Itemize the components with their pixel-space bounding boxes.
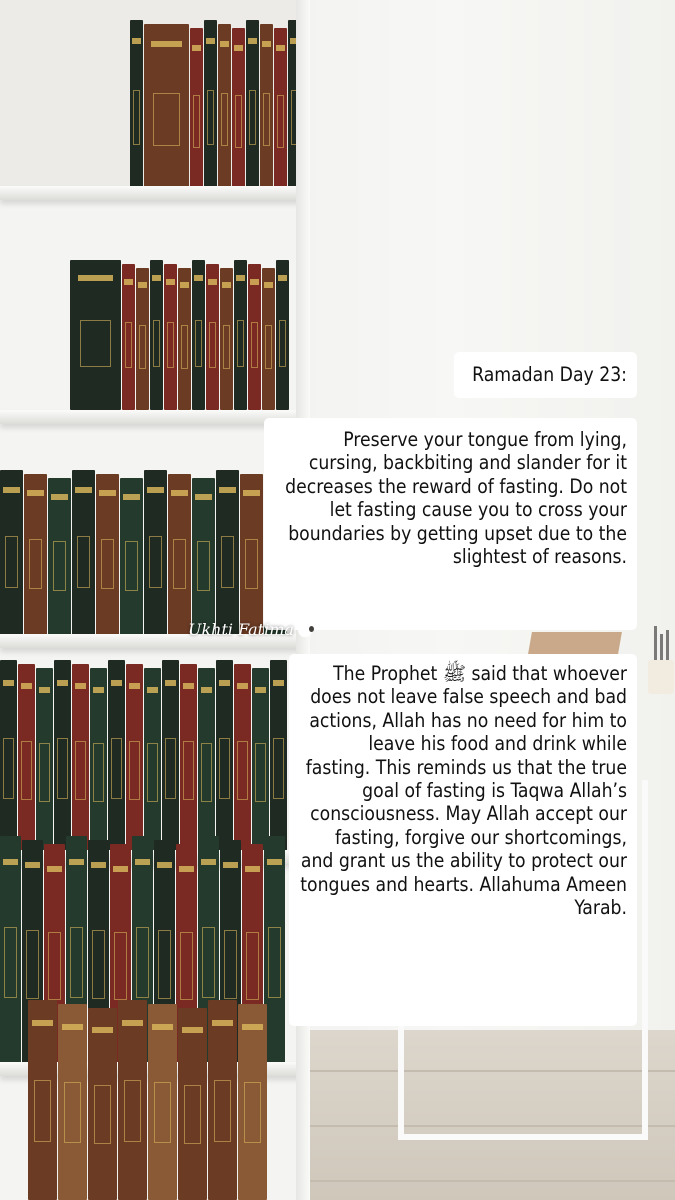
- book-spine: [118, 1000, 147, 1200]
- pen-holder: [652, 624, 672, 664]
- book-spine: [162, 660, 179, 856]
- book-spine: [192, 478, 215, 636]
- book-spine: [190, 28, 203, 196]
- book-spine: [70, 260, 121, 410]
- book-spine: [180, 664, 197, 856]
- book-spine: [198, 668, 215, 856]
- book-spine: [130, 20, 143, 196]
- book-spine: [178, 1008, 207, 1200]
- book-spine: [262, 268, 275, 410]
- story-paragraph-1: Preserve your tongue from lying, cursing, backbiting and slander for it decreases the reward of fasting. Do not let fasting cause you to cross your boundaries by getting upset due to the slightest of reasons.: [264, 418, 637, 630]
- book-spine: [276, 260, 289, 410]
- book-spine: [0, 470, 23, 636]
- book-spine: [144, 470, 167, 636]
- book-spine: [234, 664, 251, 856]
- book-spine: [96, 474, 119, 636]
- book-spine: [144, 668, 161, 856]
- book-spine: [136, 268, 149, 410]
- shelf-row-6: [0, 1000, 300, 1200]
- shelf-row-1: [0, 20, 300, 196]
- story-paragraph-2: The Prophet ﷺ said that whoever does not leave false speech and bad actions, Allah has no need for him to leave his food and drink while fasting. This reminds us that the true goal of fasting is Taqwa Allah’s consciousness. May Allah accept our fasting, forgive our shortcomings, and grant us the ability to protect our tongues and hearts. Allahuma Ameen Yarab.: [289, 654, 637, 1026]
- book-spine: [234, 260, 247, 410]
- shelf-row-4: [0, 660, 300, 856]
- book-spine: [126, 664, 143, 856]
- story-title: Ramadan Day 23:: [454, 352, 637, 398]
- book-spine: [54, 660, 71, 856]
- book-spine: [0, 660, 17, 856]
- book-spine: [120, 478, 143, 636]
- book-spine: [192, 260, 205, 410]
- book-spine: [232, 28, 245, 196]
- book-spine: [164, 264, 177, 410]
- book-spine: [246, 20, 259, 196]
- book-spine: [252, 668, 269, 856]
- apple-icon: [298, 621, 312, 637]
- book-spine: [206, 264, 219, 410]
- book-spine: [122, 264, 135, 410]
- book-spine: [72, 470, 95, 636]
- book-spine: [218, 24, 231, 196]
- book-spine: [270, 660, 287, 856]
- book-spine: [208, 1000, 237, 1200]
- picture-frame: [528, 632, 622, 654]
- book-spine: [216, 470, 239, 636]
- book-spine: [238, 1004, 267, 1200]
- book-spine: [58, 1004, 87, 1200]
- book-spine: [90, 668, 107, 856]
- book-spine: [88, 1008, 117, 1200]
- book-spine: [36, 668, 53, 856]
- book-spine: [178, 268, 191, 410]
- book-spine: [24, 474, 47, 636]
- book-spine: [274, 28, 287, 196]
- book-spine: [248, 264, 261, 410]
- book-spine: [150, 260, 163, 410]
- signature: [188, 620, 312, 639]
- shelf-row-2: [0, 260, 300, 410]
- signature-text: Ukhti Fatima: [188, 620, 294, 639]
- book-spine: [48, 478, 71, 636]
- book-spine: [216, 660, 233, 856]
- book-spine: [168, 474, 191, 636]
- book-spine: [220, 268, 233, 410]
- book-spine: [108, 660, 125, 856]
- book-spine: [72, 664, 89, 856]
- book-spine: [260, 24, 273, 196]
- book-spine: [144, 24, 189, 196]
- book-spine: [18, 664, 35, 856]
- book-spine: [204, 20, 217, 196]
- book-spine: [148, 1004, 177, 1200]
- shelf-row-3: [0, 470, 300, 636]
- book-spine: [28, 1000, 57, 1200]
- candle-jar: [648, 660, 674, 694]
- book-spine: [240, 474, 263, 636]
